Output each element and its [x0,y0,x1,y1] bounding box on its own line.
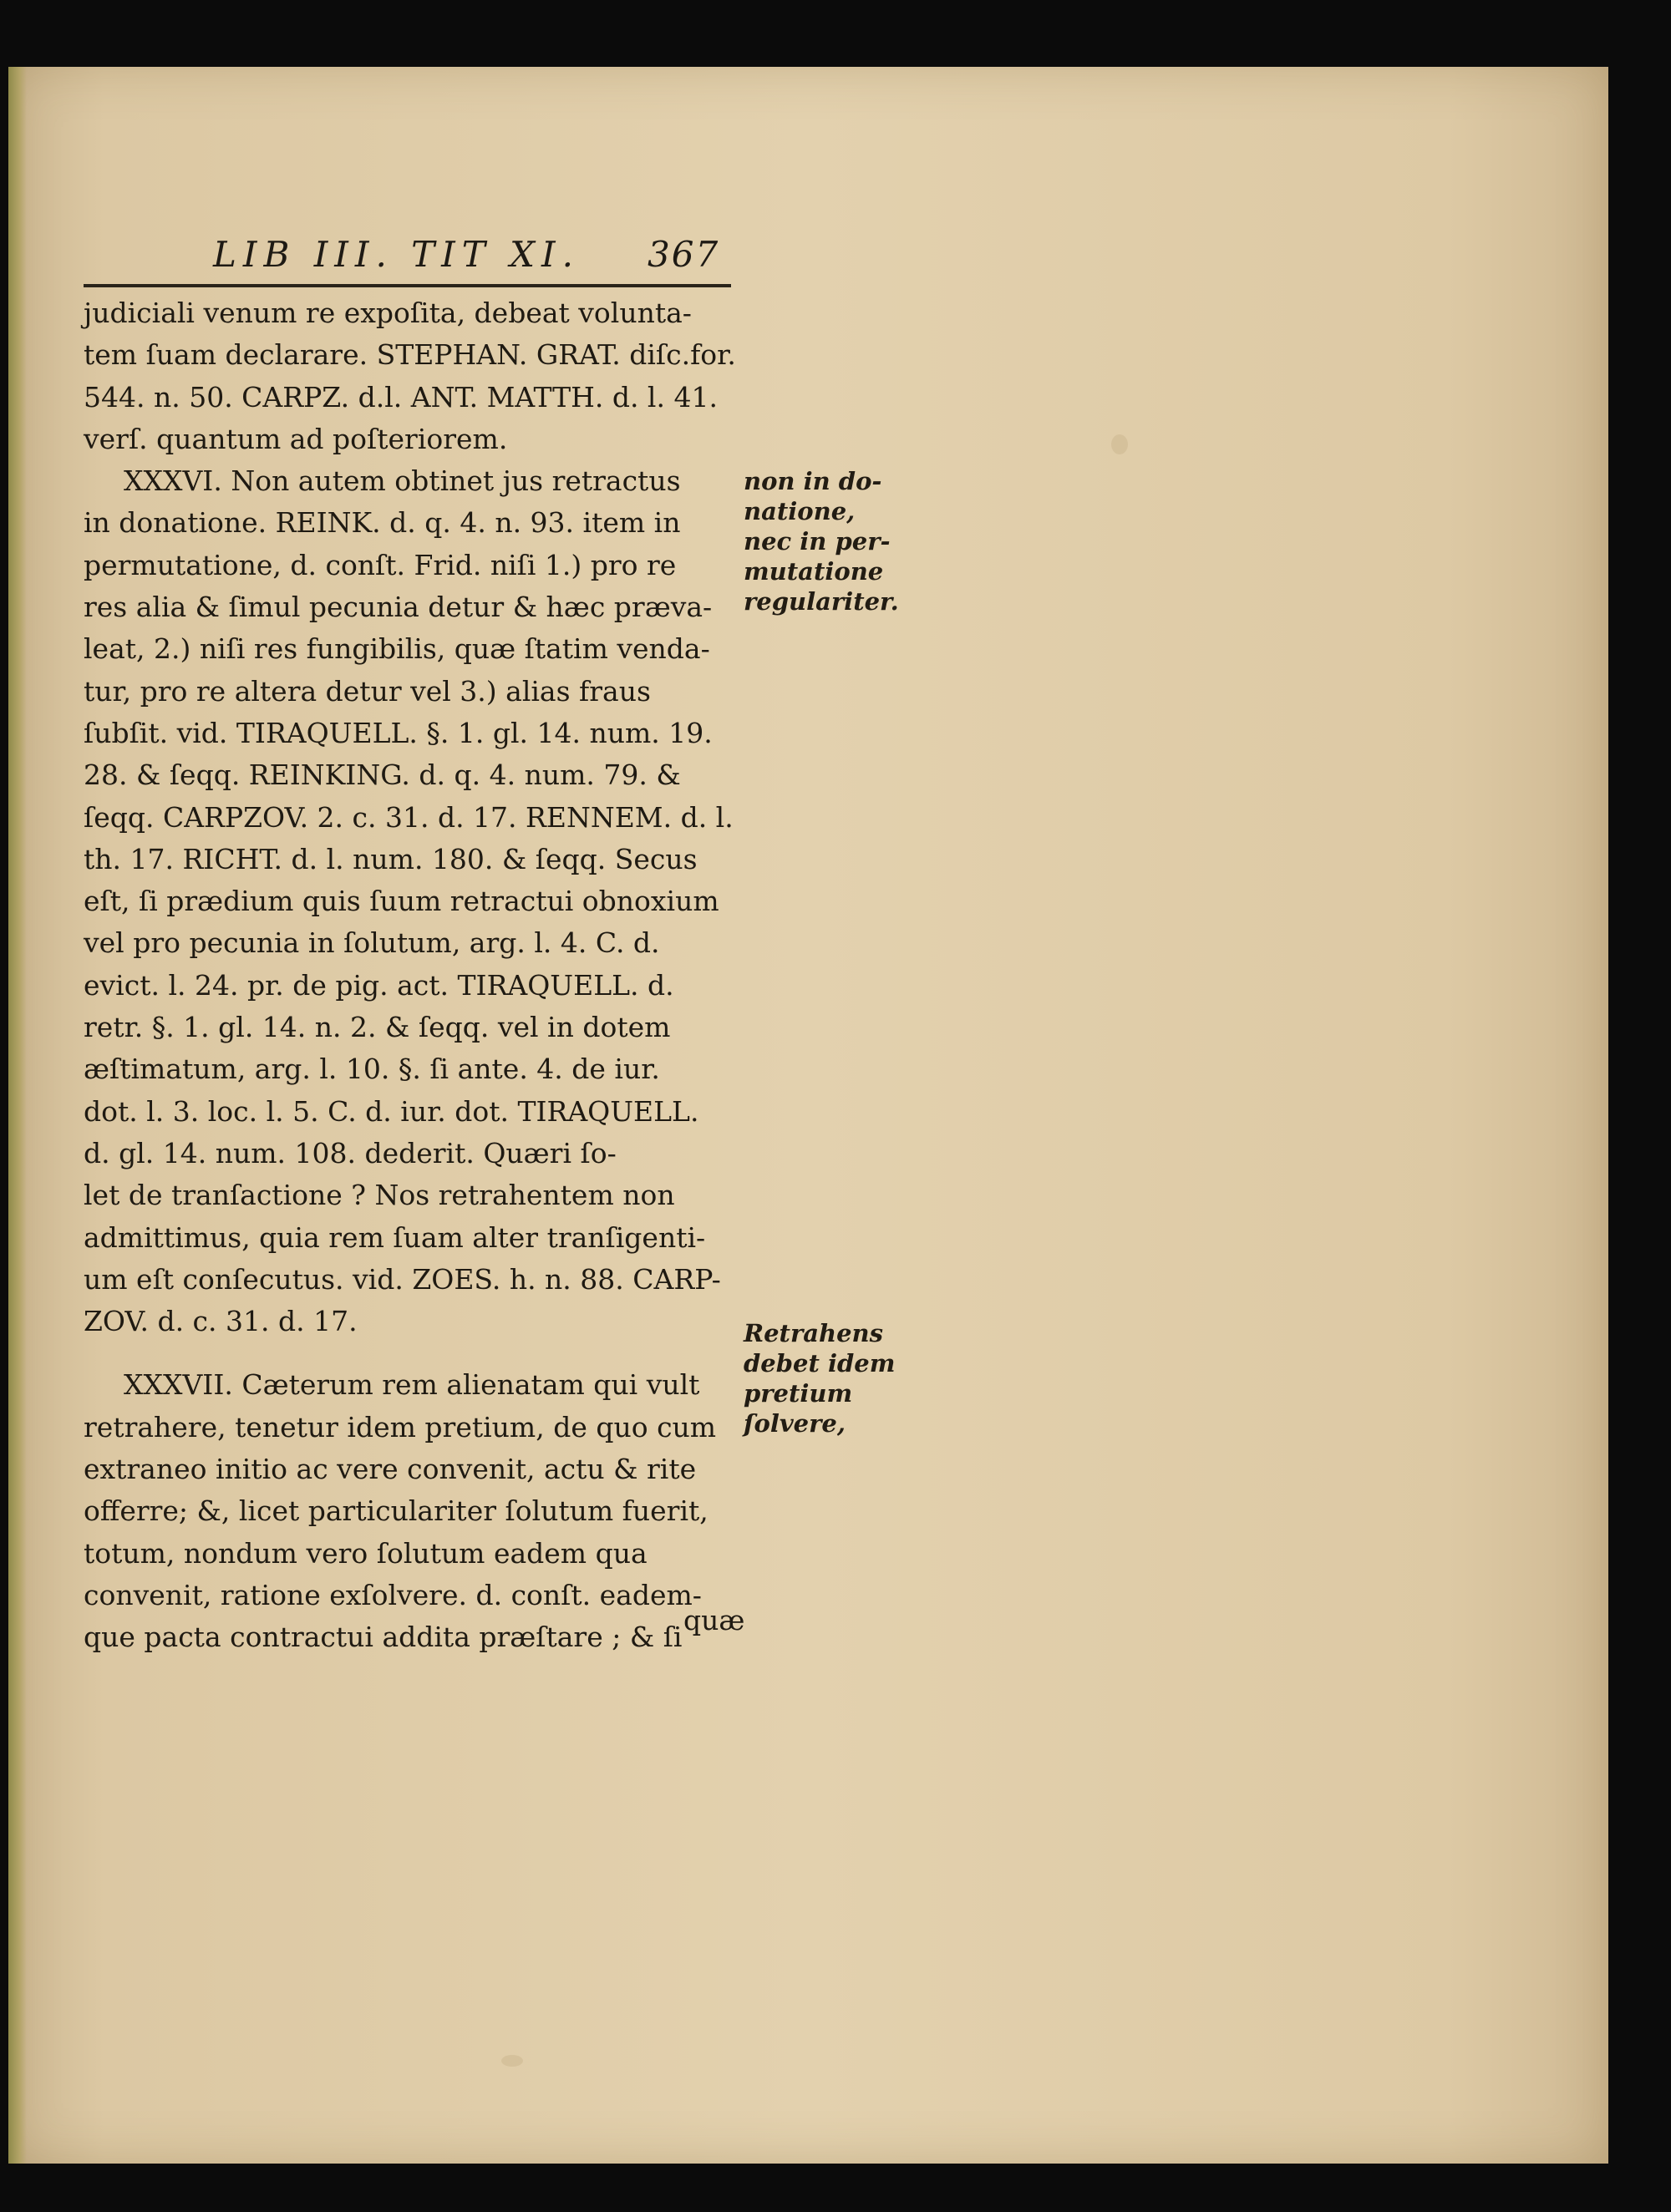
text-line: dot. l. 3. loc. l. 5. C. d. iur. dot. TIRAQUELL. [84,1094,699,1128]
text-line: retr. §. 1. gl. 14. n. 2. & ſeqq. vel in dotem [84,1011,671,1044]
marginal-line: Retrahens [744,1319,883,1347]
text-line: tur, pro re altera detur vel 3.) alias fraus [84,674,651,708]
text-line: vel pro pecunia in ſolutum, arg. l. 4. C. d. [84,926,660,960]
text-line: offerre; &, licet particulariter ſolutum fuerit, [84,1494,709,1528]
marginal-line: debet idem [744,1349,896,1377]
text-line: convenit, ratione exſolvere. d. conſt. eadem- [84,1578,702,1611]
body-text [84,292,744,1659]
text-line: d. gl. 14. num. 108. dederit. Quæri ſo- [84,1136,617,1169]
marginal-note-retractus [744,466,899,616]
section-xxxvii-start: XXXVII. Cæterum rem alienatam qui vult [124,1368,700,1402]
text-line: evict. l. 24. pr. de pig. act. TIRAQUELL. d. [84,968,674,1002]
text-line: 544. n. 50. CARPZ. d.l. ANT. MATTH. d. l. 41. [84,380,718,413]
marginal-line: pretium [744,1379,853,1408]
running-head [213,234,731,284]
text-line: admittimus, quia rem ſuam alter tranſigenti- [84,1220,706,1254]
text-line: que pacta contractui addita præſtare ; & ſi [84,1621,683,1654]
catchword: quæ [683,1604,745,1636]
text-line: ſeqq. CARPZOV. 2. c. 31. d. 17. RENNEM. d. l. [84,800,734,834]
text-line: retrahere, tenetur idem pretium, de quo cum [84,1410,717,1443]
text-line: totum, nondum vero ſolutum eadem qua [84,1536,648,1570]
marginal-line: nec in per- [744,527,891,556]
text-line: leat, 2.) niſi res fungibilis, quæ ſtatim venda- [84,632,710,666]
text-line: let de tranſactione ? Nos retrahentem non [84,1179,675,1212]
text-line: judiciali venum re expoſita, debeat volunta- [84,297,692,329]
text-line: tem ſuam declarare. STEPHAN. GRAT. diſc.for. [84,338,736,372]
text-line: um eſt conſecutus. vid. ZOES. h. n. 88. CARP- [84,1262,721,1296]
text-line: eſt, ſi prædium quis ſuum retractui obnoxium [84,885,719,918]
paper-stain [1111,434,1128,454]
marginal-line: non in do- [744,467,882,495]
running-head-title: LIB III. TIT XI. [213,234,580,275]
text-line: verſ. quantum ad poſteriorem. [84,422,508,455]
paragraph-gap [84,1342,744,1364]
page-edge [8,67,27,2164]
text-line: ſubſit. vid. TIRAQUELL. §. 1. gl. 14. num. 19. [84,716,713,749]
text-line: permutatione, d. conſt. Frid. niſi 1.) pro re [84,548,677,581]
marginal-note-retrahens [744,1318,895,1438]
marginal-line: regulariter. [744,587,899,616]
text-line: æſtimatum, arg. l. 10. §. ſi ante. 4. de iur. [84,1053,660,1086]
text-line: extraneo initio ac vere convenit, actu & rite [84,1453,697,1486]
paper-stain [501,2055,523,2067]
text-line: ZOV. d. c. 31. d. 17. [84,1305,358,1338]
section-xxxvi-start: XXXVI. Non autem obtinet jus retractus [124,464,681,498]
page-number: 367 [648,234,720,275]
head-rule [84,284,731,287]
marginal-line: mutatione [744,557,884,586]
marginal-line: ſolvere, [744,1409,846,1438]
text-line: th. 17. RICHT. d. l. num. 180. & ſeqq. Secus [84,842,698,875]
text-line: in donatione. REINK. d. q. 4. n. 93. item in [84,506,681,540]
text-line: 28. & ſeqq. REINKING. d. q. 4. num. 79. & [84,758,681,792]
text-line: res alia & ſimul pecunia detur & hæc præva- [84,591,713,624]
marginal-line: natione, [744,497,856,525]
